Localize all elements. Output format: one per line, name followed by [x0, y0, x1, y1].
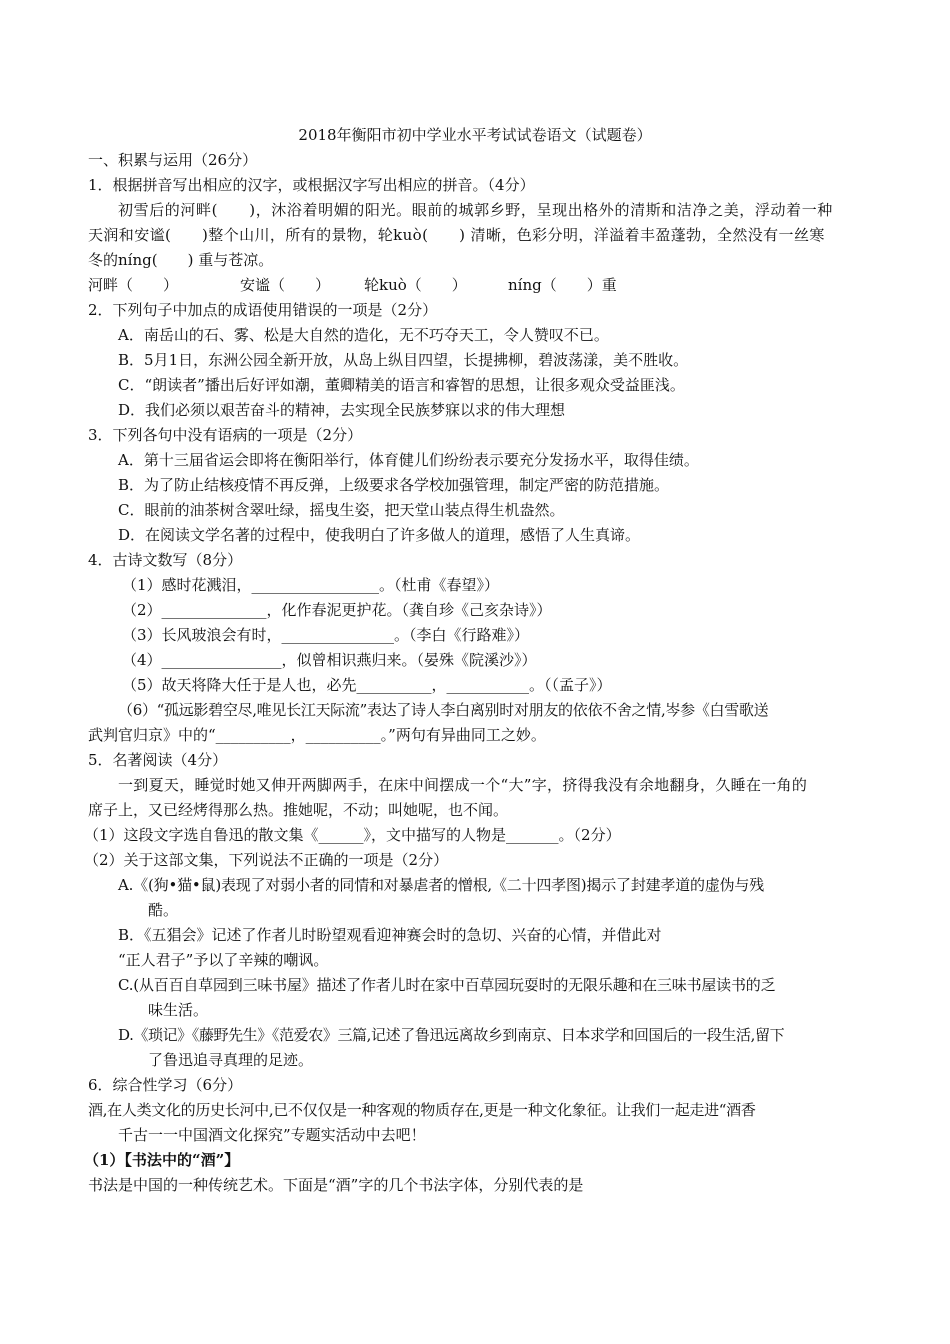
question-4-stem: 4．古诗文数写（8分） [88, 551, 243, 569]
poem-fill-item: （1）感时花溅泪，_________________。（杜甫《春望》） [122, 576, 500, 594]
question-1-paragraph-line: 初雪后的河畔( )，沐浴着明媚的阳光。眼前的城郭乡野，呈现出格外的清斯和洁净之美，浮动着一种 [118, 201, 833, 219]
exam-title: 2018年衡阳市初中学业水平考试试卷语文（试题卷） [298, 126, 652, 144]
poem-fill-item-6: （6）“孤远影碧空尽,唯见长江天际流”表达了诗人李白离别时对朋友的依依不舍之情,岑参《白雪歌送 [118, 701, 769, 719]
pinyin-blank: 河畔（ ） [88, 276, 179, 294]
question-3-option: D．在阅读文学名著的过程中，使我明白了许多做人的道理，感悟了人生真谛。 [118, 526, 641, 544]
poem-fill-item-6: 武判官归京》中的“__________，__________。”两句有异曲同工之妙。 [88, 726, 546, 744]
question-6-sub-1-heading: （1）【书法中的“酒”】 [84, 1151, 240, 1169]
question-5-stem: 5．名著阅读（4分） [88, 751, 228, 769]
question-3-option: A．第十三届省运会即将在衡阳举行，体育健儿们纷纷表示要充分发扬水平，取得佳绩。 [118, 451, 699, 469]
question-2-stem: 2．下列句子中加点的成语使用错误的一项是（2分） [88, 301, 438, 319]
question-2-option: A．南岳山的石、雾、松是大自然的造化，无不巧夺天工，令人赞叹不已。 [118, 326, 609, 344]
question-5-sub-1: （1）这段文字选自鲁迅的散文集《______》，文中描写的人物是_______。（2分） [84, 826, 621, 844]
question-5-option-b: B．《五猖会》记述了作者儿时盼望观看迎神赛会时的急切、兴奋的心情，并借此对 [118, 926, 662, 944]
question-5-option-c: 味生活。 [148, 1001, 209, 1019]
question-1-paragraph-line: 天润和安谧( )整个山川，所有的景物，轮kuò( ) 清晰，色彩分明，洋溢着丰盈蓬勃，全然没有一丝寒 [88, 226, 825, 244]
poem-fill-item: （3）长风玻浪会有时，_______________。（李白《行路难》） [122, 626, 530, 644]
question-3-stem: 3．下列各句中没有语病的一项是（2分） [88, 426, 363, 444]
question-5-option-c: C.(从百百自草园到三味书屋》描述了作者儿时在家中百草园玩耍时的无限乐趣和在三味书屋读书的乏 [118, 976, 776, 994]
question-2-option: D．我们必须以艰苦奋斗的精神，去实现全民族梦寐以求的伟大理想 [118, 401, 566, 419]
question-6-sub-1-text: 书法是中国的一种传统艺术。下面是“酒”字的几个书法字体，分别代表的是 [88, 1176, 584, 1194]
pinyin-blank: 安谧（ ） [240, 276, 331, 294]
pinyin-blank: 轮kuò（ ） [364, 276, 467, 294]
question-6-intro: 千古一一中国酒文化探究”专题实活动中去吧！ [118, 1126, 426, 1144]
question-1-paragraph-line: 冬的níng( ) 重与苍凉。 [88, 251, 274, 269]
question-2-option: B．5月1日，东洲公园全新开放，从岛上纵目四望，长提拂柳，碧波荡漾，美不胜收。 [118, 351, 689, 369]
question-5-option-a: 酷。 [148, 901, 179, 919]
question-6-stem: 6．综合性学习（6分） [88, 1076, 243, 1094]
pinyin-blank: níng（ ）重 [508, 276, 617, 294]
poem-fill-item: （5）故天将降大任于是人也，必先__________，___________。（（孟子》） [122, 676, 612, 694]
poem-fill-item: （2）______________，化作春泥更护花。（龚自珍《己亥杂诗》） [122, 601, 552, 619]
section-heading: 一、积累与运用（26分） [88, 151, 258, 169]
question-5-option-b: “正人君子”予以了辛辣的嘲讽。 [118, 951, 329, 969]
question-5-option-a: A.《(狗•猫•鼠)表现了对弱小者的同情和对暴虐者的憎根,《二十四孝图)揭示了封建孝道的虚伪与残 [118, 876, 765, 894]
question-6-intro: 酒,在人类文化的历史长河中,已不仅仅是一种客观的物质存在,更是一种文化象征。让我们一起走进“酒香 [88, 1101, 756, 1119]
question-5-sub-2: （2）关于这部文集，下列说法不正确的一项是（2分） [84, 851, 449, 869]
poem-fill-item: （4）________________，似曾相识燕归来。（晏殊《院溪沙》） [122, 651, 537, 669]
question-5-option-d: 了鲁迅追寻真理的足迹。 [148, 1051, 314, 1069]
question-1-stem: 1．根据拼音写出相应的汉字，或根据汉字写出相应的拼音。（4分） [88, 176, 535, 194]
reading-passage-line: 席子上，又已经烤得那么热。推她呢，不动；叫她呢，也不闻。 [88, 801, 509, 819]
question-3-option: C．眼前的油茶树含翠吐绿，摇曳生姿，把天堂山装点得生机盎然。 [118, 501, 565, 519]
reading-passage-line: 一到夏天，睡觉时她又伸开两脚两手，在床中间摆成一个“大”字，挤得我没有余地翻身，久睡在一角的 [118, 776, 808, 794]
question-3-option: B．为了防止结核疫情不再反弹，上级要求各学校加强管理，制定严密的防范措施。 [118, 476, 670, 494]
question-2-option: C．“朗读者”播出后好评如潮，董卿精美的语言和睿智的思想，让很多观众受益匪浅。 [118, 376, 685, 394]
question-5-option-d: D.《琐记》《藤野先生》《范爱农》三篇,记述了鲁迅远离故乡到南京、日本求学和回国后的一段生活,留下 [118, 1026, 785, 1044]
